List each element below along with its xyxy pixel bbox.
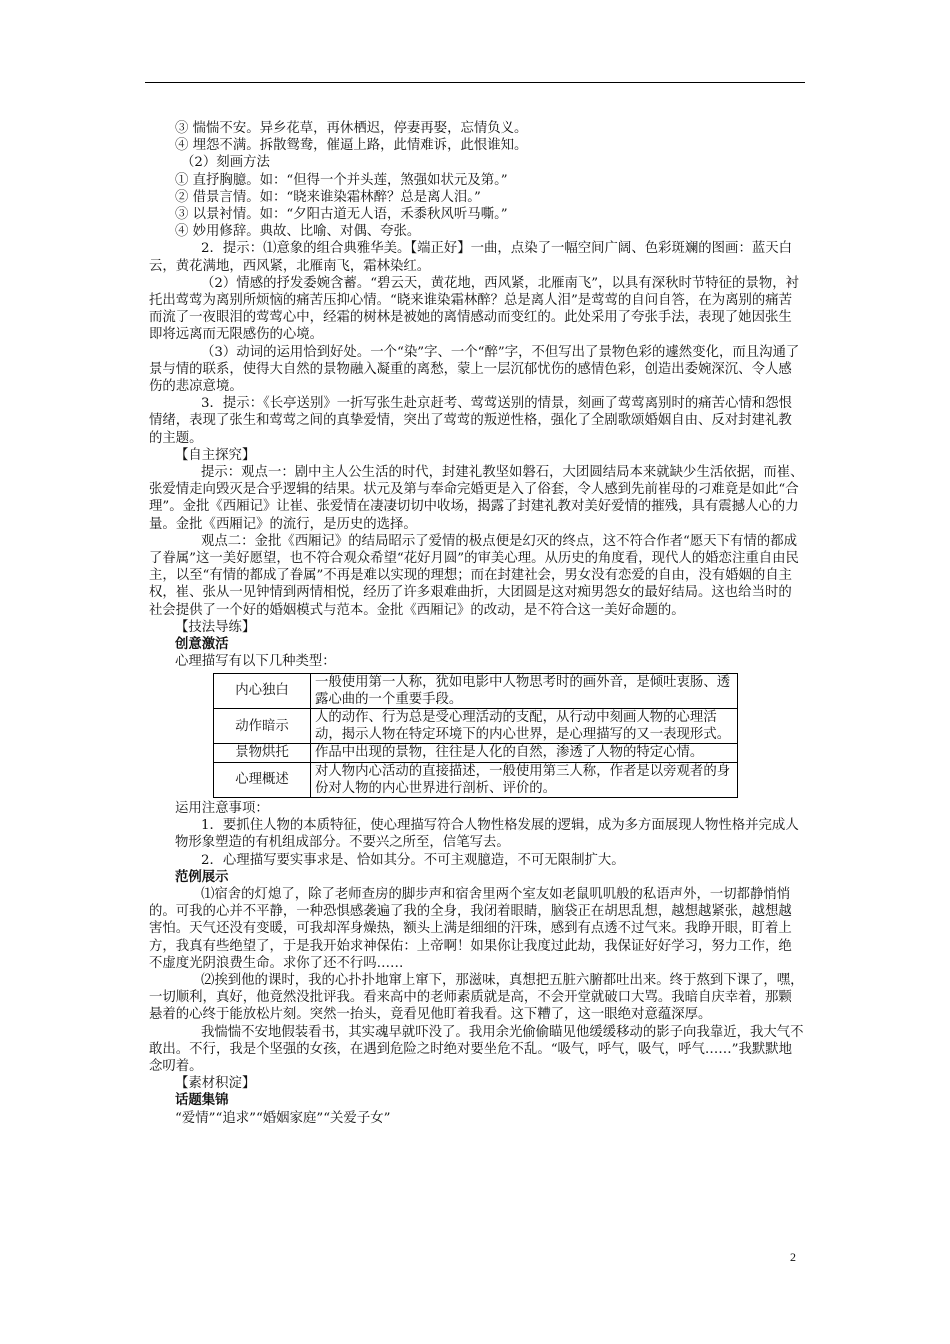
table-cell-desc: 人的动作、行为总是受心理活动的支配，从行动中刻画人物的心理活动，揭示人物在特定环境下的内心世界，是心理描写的又一表现形式。	[311, 708, 738, 743]
header-rule	[145, 82, 805, 83]
paragraph: ⑴宿舍的灯熄了，除了老师查房的脚步声和宿舍里两个室友如老鼠叽叽般的私语声外，一切都静悄悄的。可我的心并不平静，一种恐惧感袭遍了我的全身，我闭着眼睛，脑袋正在胡思乱想，越想越紧张，越想越害怕。天气还没有变暖，可我却浑身燥热，额头上满是细细的汗珠，感到有点透不过气来。我睁开眼，盯着上方，我真有些绝望了，于是我开始求神保佑：上帝啊！如果你让我度过此劫，我保证好好学习，努力工作，绝不虚度光阴浪费生命。求你了还不行吗……	[149, 886, 792, 971]
table-cell-type: 景物烘托	[214, 744, 311, 762]
table-cell-desc: 一般使用第一人称，犹如电影中人物思考时的画外音，是倾吐衷肠、透露心曲的一个重要手段。	[311, 673, 738, 708]
table-cell-type: 心理概述	[214, 762, 311, 797]
table-cell-type: 内心独白	[214, 673, 311, 708]
subheading: （2）刻画方法	[181, 155, 270, 171]
table-cell-type: 动作暗示	[214, 708, 311, 743]
list-line: ③ 以景衬情。如：“夕阳古道无人语，禾黍秋风听马嘶。”	[175, 207, 508, 223]
section-heading: 【自主探究】	[175, 447, 256, 463]
table-cell-desc: 对人物内心活动的直接描述，一般使用第三人称，作者是以旁观者的身份对人物的内心世界进行剖析、评价的。	[311, 762, 738, 797]
table-row	[214, 762, 738, 797]
paragraph: （2）情感的抒发委婉含蓄。“碧云天，黄花地，西风紧，北雁南飞”，以具有深秋时节特征的景物，衬托出莺莺为离别所烦恼的痛苦压抑心情。“晓来谁染霜林醉？总是离人泪”是莺莺的自问自答，在为离别的痛苦而流了一夜眼泪的莺莺心中，经霜的树林是被她的离情感动而变红的。此处采用了夸张手法，表现了她因张生即将远离而无限感伤的心境。	[149, 275, 800, 343]
list-line: ④ 妙用修辞。典故、比喻、对偶、夸张。	[175, 224, 421, 240]
list-line: ④ 埋怨不满。拆散鸳鸯，催逼上路，此情难诉，此恨谁知。	[175, 138, 528, 154]
paragraph: 3．提示：《长亭送别》一折写张生赴京赶考、莺莺送别的情景，刻画了莺莺离别时的痛苦心情和怨恨情绪，表现了张生和莺莺之间的真挚爱情，突出了莺莺的叛逆性格，强化了全剧歌颂婚姻自由、反对封建礼教的主题。	[149, 396, 793, 446]
paragraph: 运用注意事项：	[175, 800, 269, 816]
section-heading: 【技法导练】	[175, 619, 256, 635]
paragraph: 2．心理描写要实事求是、恰如其分。不可主观臆造，不可无限制扩大。	[201, 852, 625, 868]
subsection-heading: 范例展示	[175, 868, 229, 885]
paragraph: ⑵挨到他的课时，我的心扑扑地窜上窜下，那滋味，真想把五脏六腑都吐出来。终于熬到下课了，嘿，一切顺利，真好，他竟然没批评我。看来高中的老师素质就是高，不会开堂就破口大骂。我暗自庆幸着，那颗悬着的心终于能放松片刻。突然一抬头，竟看见他盯着我看。这下糟了，这一眼绝对意蕴深厚。	[149, 972, 804, 1023]
paragraph: 2．提示：⑴意象的组合典雅华美。【端正好】一曲，点染了一幅空间广阔、色彩斑斓的图画：蓝天白云，黄花满地，西风紧，北雁南飞，霜林染红。	[149, 241, 793, 274]
document-body	[149, 120, 805, 1127]
list-line: ② 借景言情。如：“晓来谁染霜林醉？总是离人泪。”	[175, 189, 481, 205]
paragraph: 我惴惴不安地假装看书，其实魂早就吓没了。我用余光偷偷瞄见他缓缓移动的影子向我靠近，我大气不敢出。不行，我是个坚强的女孩，在遇到危险之时绝对要坐危不乱。“吸气，呼气，吸气，呼气……”我默默地念叨着。	[149, 1024, 804, 1074]
paragraph: 心理描写有以下几种类型：	[175, 654, 336, 670]
table-row	[214, 744, 738, 762]
subsection-heading: 话题集锦	[175, 1092, 229, 1109]
paragraph: 观点二：金批《西厢记》的结局昭示了爱情的极点便是幻灭的终点，这不符合作者“愿天下有情的都成了眷属”这一美好愿望，也不符合观众希望“花好月圆”的审美心理。从历史的角度看，现代人的婚恋注重自由民主，以至“有情的都成了眷属”不再是难以实现的理想；而在封建社会，男女没有恋爱的自由，没有婚姻的自主权，崔、张从一见钟情到两情相悦，经历了许多艰难曲折，大团圆是这对痴男怨女的最好结局。这也给当时的社会提供了一个好的婚姻模式与范本。金批《西厢记》的改动，是不符合这一美好命题的。	[149, 533, 799, 618]
table-row	[214, 708, 738, 743]
list-line: ① 直抒胸臆。如：“但得一个并头莲，煞强如状元及第。”	[175, 172, 508, 188]
paragraph: “爱情”“追求”“婚姻家庭”“关爱子女”	[175, 1110, 391, 1126]
subsection-heading: 创意激活	[175, 636, 229, 653]
list-line: ③ 惴惴不安。异乡花草，再休栖迟，停妻再娶，忘情负义。	[175, 121, 528, 136]
paragraph: 1．要抓住人物的本质特征，使心理描写符合人物性格发展的逻辑，成为多方面展现人物性格并完成人物形象塑造的有机组成部分。不要兴之所至，信笔写去。	[175, 818, 799, 851]
table-row	[214, 673, 738, 708]
page-number: 2	[790, 1250, 796, 1264]
section-heading: 【素材积淀】	[175, 1076, 256, 1092]
table-cell-desc: 作品中出现的景物，往往是人化的自然，渗透了人物的特定心情。	[311, 744, 738, 762]
psych-types-table	[213, 673, 738, 798]
paragraph: 提示：观点一：剧中主人公生活的时代，封建礼教坚如磐石，大团圆结局本来就缺少生活依据，而崔、张爱情走向毁灭是合乎逻辑的结果。状元及第与奉命完婚更是入了俗套，令人感到先前崔母的刁难竟是如此“合理”。金批《西厢记》让崔、张爱情在凄凄切切中收场，揭露了封建礼教对美好爱情的摧残，具有震撼人心的力量。金批《西厢记》的流行，是历史的选择。	[149, 465, 804, 532]
paragraph: （3）动词的运用恰到好处。一个“染”字、一个“醉”字，不但写出了景物色彩的遽然变化，而且沟通了景与情的联系，使得大自然的景物融入凝重的离愁，蒙上一层沉郁忧伤的感情色彩，创造出委婉深沉、令人感伤的悲凉意境。	[149, 344, 800, 395]
